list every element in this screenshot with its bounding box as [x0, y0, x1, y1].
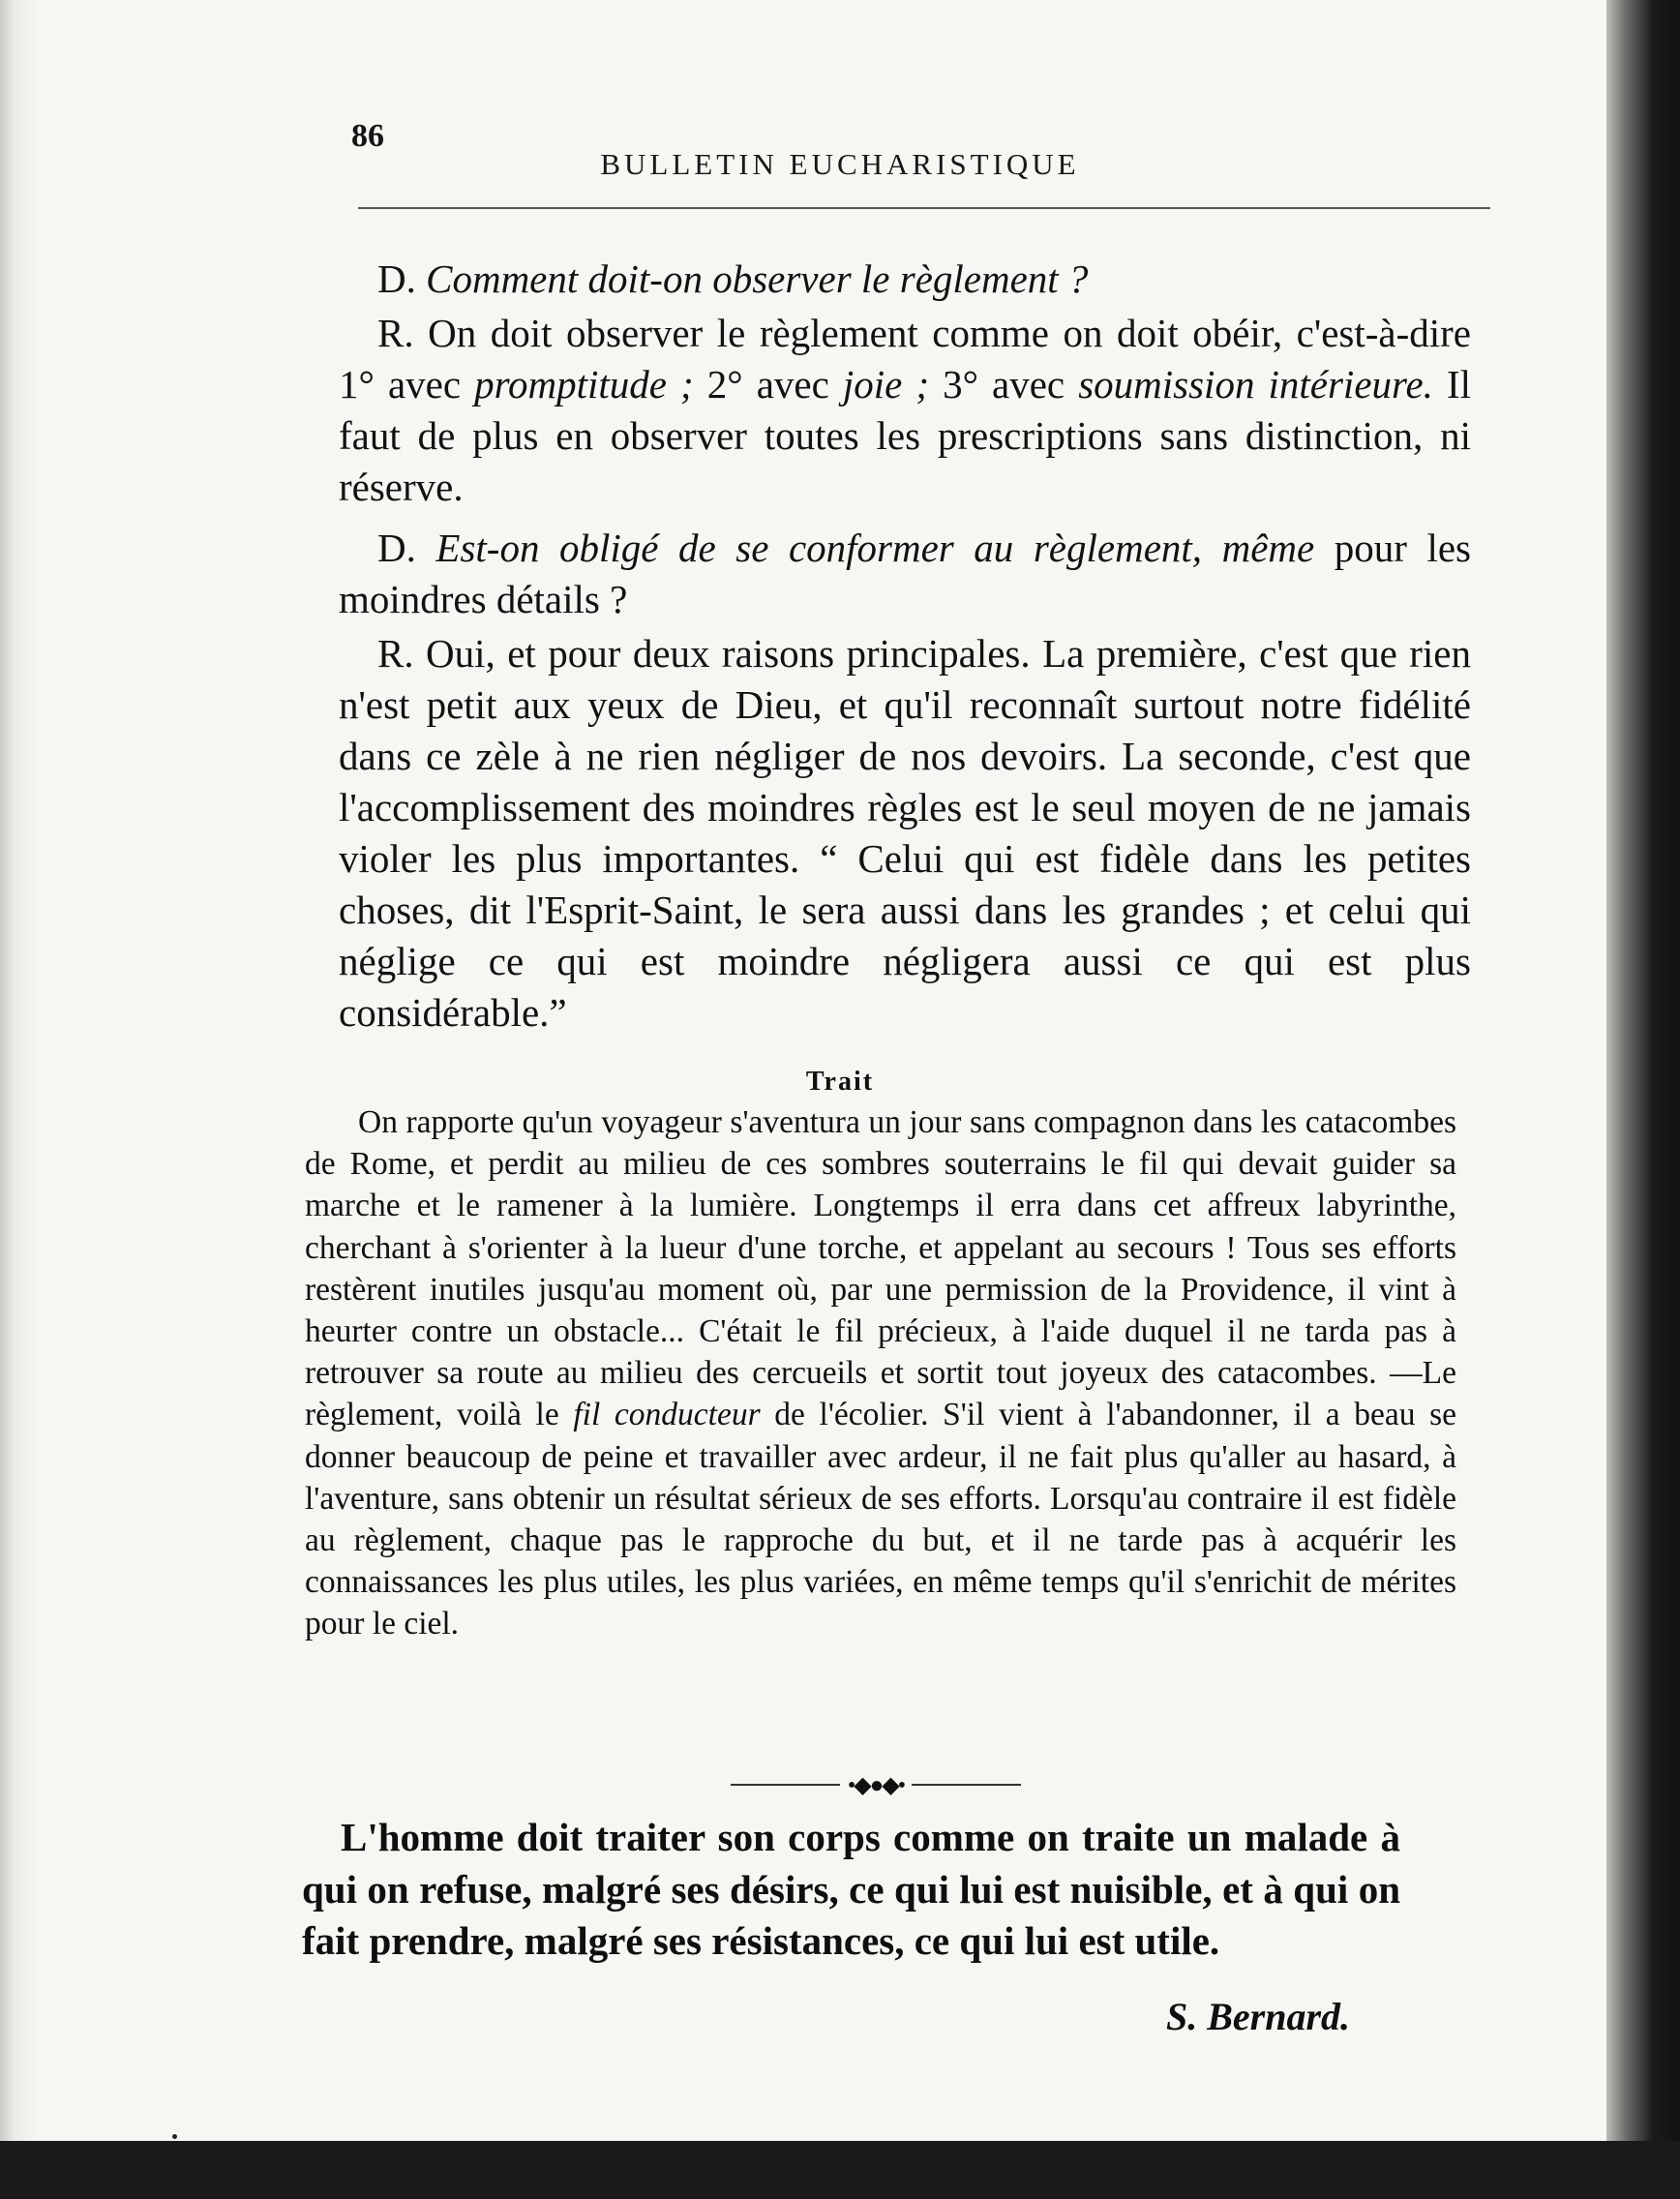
trait-heading: Trait [805, 1067, 875, 1097]
question-text: Est-on obligé de se conformer au règlement, même [435, 526, 1315, 570]
trait-text: de l'écolier. S'il vient à l'abandonner, il a beau se donner beaucoup de peine et travailler avec ardeur, il ne fait plus qu'aller au hasard, à l'aventure, sans obtenir un résultat sérieux de ses efforts. Lorsqu'au contraire il est fidèle au règlement, chaque pas le rapproche du but, et il ne tarde pas à acquérir les connaissances les plus utiles, les plus variées, en même temps qu'il s'enrichit de mérites pour le ciel. [305, 1397, 1456, 1642]
page-number: 86 [351, 118, 384, 154]
scan-speck [172, 2134, 177, 2139]
ornament-flourish-icon: •◆●◆• [847, 1772, 905, 1798]
answer-1 [339, 308, 1471, 513]
running-head: BULLETIN EUCHARISTIQUE [600, 147, 1080, 181]
trait-emphasis: fil conducteur [573, 1397, 761, 1433]
answer-label: R. [377, 631, 414, 676]
scan-bottom-border [0, 2141, 1680, 2199]
question-1 [339, 254, 1471, 305]
section-ornament [731, 1773, 1021, 1796]
page-edge-shadow [0, 0, 39, 2199]
answer-label: R. [377, 311, 414, 355]
answer-text: On doit observer le règlement comme on doit obéir, c'est-à-dire 1° avec [339, 311, 1471, 407]
question-label: D. [377, 526, 416, 570]
closing-quote: L'homme doit traiter son corps comme on traite un malade à qui on refuse, malgré ses désirs, ce qui lui est nuisible, et à qui on fait prendre, malgré ses résistances, ce qui lui est utile. [302, 1815, 1400, 1963]
header-rule [358, 207, 1490, 209]
trait-text: On rapporte qu'un voyageur s'aventura un jour sans compagnon dans les catacombes de Rome, et perdit au milieu de ces sombres souterrains le fil qui devait guider sa marche et le ramener à la lumière. Longtemps il erra dans cet affreux labyrinthe, cherchant à s'orienter à la lueur d'une torche, et appelant au secours ! Tous ses efforts restèrent inutiles jusqu'au moment où, par une permission de la Providence, il vint à heurter contre un obstacle... C'était le fil précieux, à l'aide duquel il ne tarda pas à retrouver sa route au milieu des cercueils et sortit tout joyeux des catacombes. —Le règlement, voilà le [305, 1104, 1456, 1433]
answer-text: 3° avec [929, 362, 1079, 407]
book-spine-shadow [1606, 0, 1680, 2199]
answer-emphasis: joie ; [842, 362, 930, 407]
question-label: D. [377, 256, 416, 301]
catechism-section [339, 254, 1471, 1041]
question-text: Comment doit-on observer le règlement ? [426, 256, 1089, 301]
trait-anecdote [305, 1101, 1456, 1645]
question-text-tail: pour les moindres détails ? [339, 526, 1471, 621]
ornament-line [731, 1784, 840, 1786]
ornament-line [912, 1784, 1021, 1786]
answer-emphasis: soumission intérieure. [1078, 362, 1433, 407]
quote-author: S. Bernard. [1166, 1995, 1351, 2038]
question-2 [339, 523, 1471, 625]
answer-text: 2° avec [693, 362, 843, 407]
answer-emphasis: promptitude ; [474, 362, 694, 407]
answer-text: Oui, et pour deux raisons principales. La première, c'est que rien n'est petit aux yeux de Dieu, et qu'il reconnaît surtout notre fidélité dans ce zèle à ne rien négliger de nos devoirs. La seconde, c'est que l'accomplissement des moindres règles est le seul moyen de ne jamais violer les plus importantes. “ Celui qui est fidèle dans les petites choses, dit l'Esprit-Saint, le sera aussi dans les grandes ; et celui qui néglige ce qui est moindre négligera aussi ce qui est plus considérable.” [339, 631, 1472, 1035]
answer-2 [339, 628, 1471, 1039]
answer-text: Il faut de plus en observer toutes les prescriptions sans distinction, ni réserve. [339, 362, 1471, 509]
